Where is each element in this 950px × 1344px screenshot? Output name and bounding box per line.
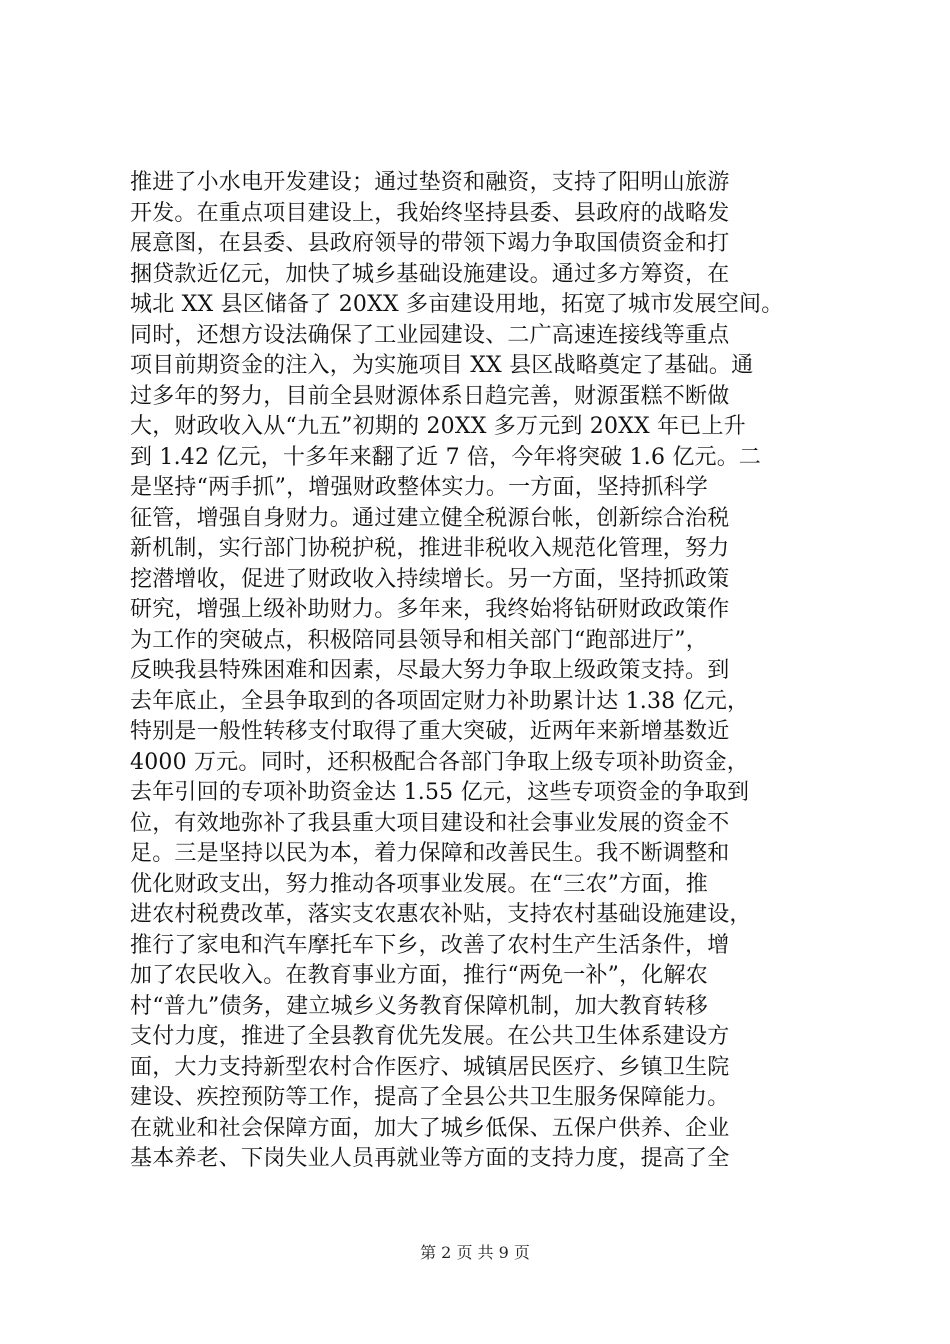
text-line: 位，有效地弥补了我县重大项目建设和社会事业发展的资金不 [130,810,730,836]
text-line: 城北 XX 县区储备了 20XX 多亩建设用地，拓宽了城市发展空间。 [130,292,784,317]
text-line: 捆贷款近亿元，加快了城乡基础设施建设。通过多方筹资，在 [130,261,730,287]
text-line: 在就业和社会保障方面，加大了城乡低保、五保户供养、企业 [130,1115,730,1141]
text-line: 基本养老、下岗失业人员再就业等方面的支持力度，提高了全 [130,1146,730,1171]
text-line: 大，财政收入从“九五”初期的 20XX 多万元到 20XX 年已上升 [130,414,746,439]
text-line: 展意图，在县委、县政府领导的带领下竭力争取国债资金和打 [130,231,730,256]
text-line: 特别是一般性转移支付取得了重大突破，近两年来新增基数近 [130,719,730,744]
text-line: 项目前期资金的注入，为实施项目 XX 县区战略奠定了基础。通 [130,353,754,378]
text-line: 开发。在重点项目建设上，我始终坚持县委、县政府的战略发 [130,200,730,226]
text-line: 村“普九”债务，建立城乡义务教育保障机制，加大教育转移 [130,993,708,1019]
text-line: 面，大力支持新型农村合作医疗、城镇居民医疗、乡镇卫生院 [130,1054,730,1080]
text-line: 加了农民收入。在教育事业方面，推行“两免一补”，化解农 [130,963,708,988]
text-line: 挖潜增收，促进了财政收入持续增长。另一方面，坚持抓政策 [130,566,730,592]
text-line: 研究，增强上级补助财力。多年来，我终始将钻研财政政策作 [130,597,730,622]
text-line: 足。三是坚持以民为本，着力保障和改善民生。我不断调整和 [130,841,730,866]
text-line: 征管，增强自身财力。通过建立健全税源台帐，创新综合治税 [130,505,730,531]
text-line: 新机制，实行部门协税护税，推进非税收入规范化管理，努力 [130,536,730,561]
body-text [130,168,830,1175]
text-line: 推进了小水电开发建设；通过垫资和融资，支持了阳明山旅游 [130,170,730,195]
text-line: 推行了家电和汽车摩托车下乡，改善了农村生产生活条件，增 [130,932,730,958]
text-line: 去年底止，全县争取到的各项固定财力补助累计达 1.38 亿元， [130,688,750,714]
text-line: 优化财政支出，努力推动各项事业发展。在“三农”方面，推 [130,871,708,897]
text-line: 去年引回的专项补助资金达 1.55 亿元，这些专项资金的争取到 [130,780,750,805]
text-line: 同时，还想方设法确保了工业园建设、二广高速连接线等重点 [130,322,730,348]
text-line: 4000 万元。同时，还积极配合各部门争取上级专项补助资金， [130,749,749,775]
text-line: 过多年的努力，目前全县财源体系日趋完善，财源蛋糕不断做 [130,383,730,409]
text-line: 到 1.42 亿元，十多年来翻了近 7 倍，今年将突破 1.6 亿元。二 [130,444,762,470]
page-footer: 第 2 页 共 9 页 [420,1243,530,1262]
text-line: 反映我县特殊困难和因素，尽最大努力争取上级政策支持。到 [130,658,730,683]
text-line: 是坚持“两手抓”，增强财政整体实力。一方面，坚持抓科学 [130,475,708,500]
text-line: 进农村税费改革，落实支农惠农补贴，支持农村基础设施建设， [130,902,752,927]
text-line: 支付力度，推进了全县教育优先发展。在公共卫生体系建设方 [130,1024,730,1049]
text-line: 建设、疾控预防等工作，提高了全县公共卫生服务保障能力。 [130,1085,730,1110]
text-line: 为工作的突破点，积极陪同县领导和相关部门“跑部进厅”， [130,627,708,653]
